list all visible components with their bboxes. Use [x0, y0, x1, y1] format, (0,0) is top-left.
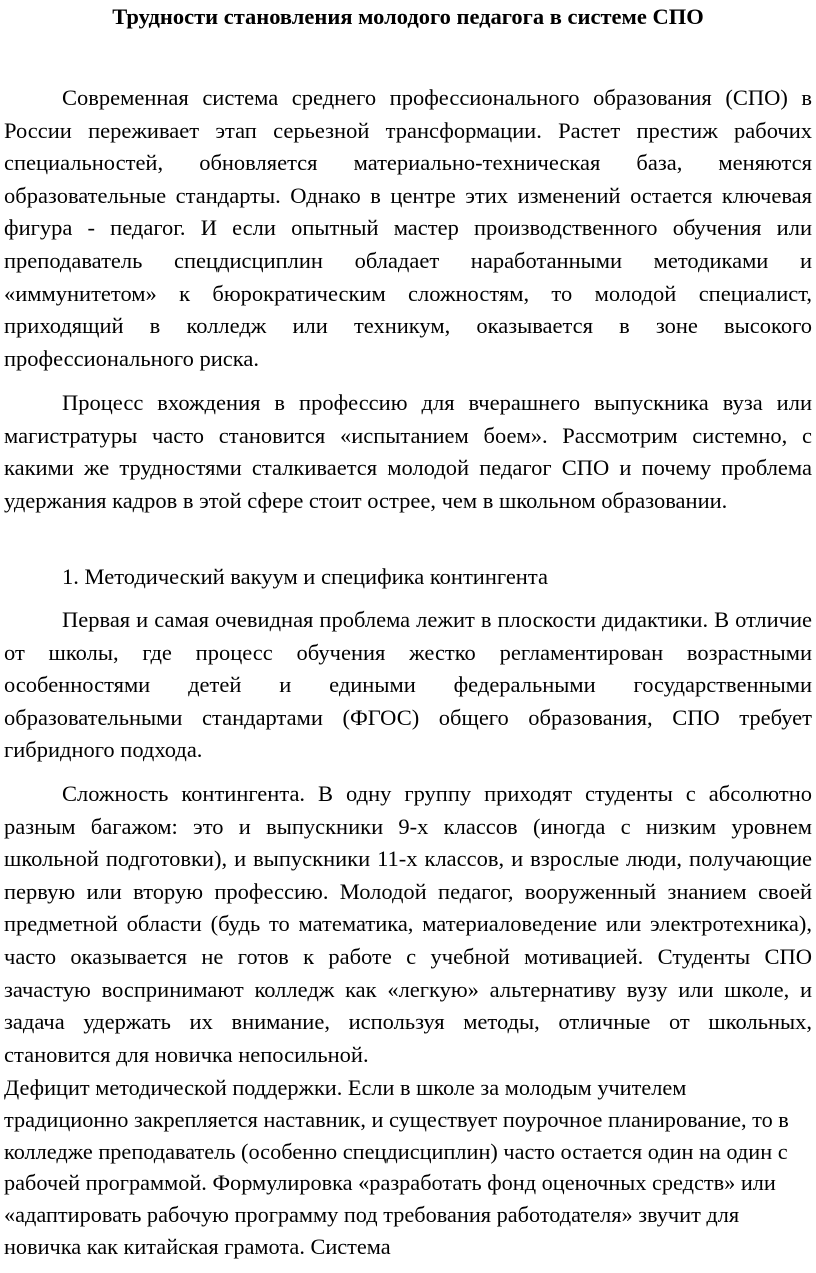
section-heading-methodology: 1. Методический вакуум и специфика контингента	[62, 564, 548, 589]
paragraph-methodical-support: Дефицит методической поддержки. Если в школе за молодым учителем традиционно закрепляется наставник, и существует поурочное планирование, то в колледже преподаватель (особенно спецдисциплин) часто остается один на один с рабочей программой. Формулировка «разработать фонд оценочных средств» или «адаптировать рабочую программу под требования работодателя» звучит для новичка как китайская грамота. Система	[4, 1075, 789, 1259]
paragraph-intro: Современная система среднего профессионального образования (СПО) в России переживает этап серьезной трансформации. Растет престиж рабочих специальностей, обновляется материально-техническая база, меняются образовательные стандарты. Однако в центре этих изменений остается ключевая фигура - педагог. И если опытный мастер производственного обучения или преподаватель спецдисциплин обладает наработанными методиками и «иммунитетом» к бюрократическим сложностям, то молодой специалист, приходящий в колледж или техникум, оказывается в зоне высокого профессионального риска.	[4, 85, 812, 371]
paragraph-contingent: Сложность контингента. В одну группу приходят студенты с абсолютно разным багажом: это и выпускники 9-х классов (иногда с низким уровнем школьной подготовки), и выпускники 11-х классов, и взрослые люди, получающие первую или вторую профессию. Молодой педагог, вооруженный знанием своей предметной области (будь то математика, материаловедение или электротехника), часто оказывается не готов к работе с учебной мотивацией. Студенты СПО зачастую воспринимают колледж как «легкую» альтернативу вузу или школе, и задача удержать их внимание, используя методы, отличные от школьных, становится для новичка непосильной.	[4, 781, 812, 1067]
paragraph-didactics: Первая и самая очевидная проблема лежит в плоскости дидактики. В отличие от школы, где процесс обучения жестко регламентирован возрастными особенностями детей и едиными федеральными государственными образовательными стандартами (ФГОС) общего образования, СПО требует гибридного подхода.	[4, 607, 812, 763]
document-title: Трудности становления молодого педагога в системе СПО	[112, 4, 704, 29]
paragraph-entry-process: Процесс вхождения в профессию для вчерашнего выпускника вуза или магистратуры часто становится «испытанием боем». Рассмотрим системно, с какими же трудностями сталкивается молодой педагог СПО и почему проблема удержания кадров в этой сфере стоит острее, чем в школьном образовании.	[4, 390, 812, 513]
